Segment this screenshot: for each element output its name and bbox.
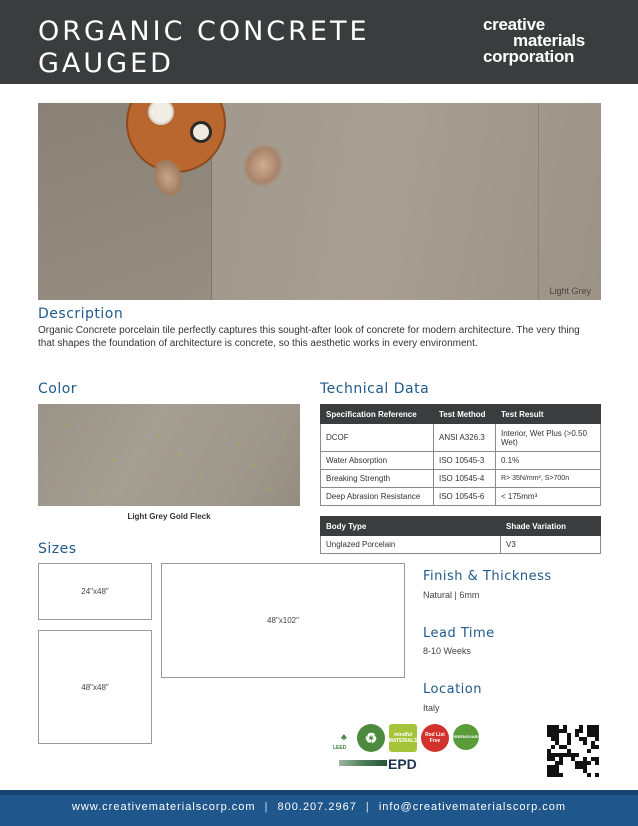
qr-module	[551, 745, 555, 749]
logo-word-2: materials	[513, 31, 585, 50]
gold-fleck	[158, 434, 160, 436]
lead-time-heading: Lead Time	[423, 626, 495, 641]
table-cell: DCOF	[321, 424, 434, 452]
table-header-row	[321, 405, 601, 424]
table-cell: Deep Abrasion Resistance	[321, 488, 434, 506]
qr-module	[587, 773, 591, 777]
gold-fleck	[268, 489, 270, 491]
body-type-table	[320, 516, 601, 554]
mindful-materials-icon: mindful MATERIALS	[389, 724, 417, 752]
technical-heading: Technical Data	[320, 381, 430, 397]
gold-fleck	[253, 464, 255, 466]
header	[0, 0, 638, 84]
phone-number[interactable]: 800.207.2967	[277, 801, 357, 813]
color-heading: Color	[38, 381, 78, 397]
description-text: Organic Concrete porcelain tile perfectly captures this sought-after look of concrete for modern architecture. The very thing that shapes the foundation of architecture is concrete, so this aesthetic works in every environment.	[38, 325, 580, 349]
column-header: Test Result	[496, 405, 601, 424]
sizes-heading: Sizes	[38, 541, 77, 557]
qr-module	[595, 737, 599, 741]
table-row	[321, 452, 601, 470]
red-list-free-icon: Red List Free	[421, 724, 449, 752]
separator: |	[264, 801, 269, 813]
finish-heading: Finish & Thickness	[423, 569, 552, 584]
hero-caption: Light Grey	[549, 286, 591, 296]
table-cell: ISO 10545-3	[434, 452, 496, 470]
lead-time-value: 8-10 Weeks	[423, 646, 471, 656]
hero-image	[38, 103, 601, 300]
greenguard-icon: GREENGUARD	[453, 724, 479, 750]
column-header: Shade Variation	[501, 517, 601, 536]
table-row	[321, 536, 601, 554]
qr-module	[595, 761, 599, 765]
table-row	[321, 488, 601, 506]
finish-value: Natural | 6mm	[423, 590, 480, 600]
epd-logo: EPD	[388, 756, 417, 772]
footer	[0, 790, 638, 826]
gold-fleck	[178, 454, 180, 456]
qr-module	[595, 745, 599, 749]
qr-module	[579, 729, 583, 733]
gold-fleck	[238, 444, 240, 446]
location-heading: Location	[423, 682, 482, 697]
color-swatch	[38, 404, 300, 506]
email-link[interactable]: info@creativematerialscorp.com	[378, 801, 567, 813]
logo-word-1: creative	[483, 15, 545, 34]
title-line-1: ORGANIC CONCRETE	[38, 16, 370, 47]
description-heading: Description	[38, 306, 124, 322]
table-cell: 0.1%	[496, 452, 601, 470]
swatch-label: Light Grey Gold Fleck	[127, 512, 211, 521]
table-cell: Interior, Wet Plus (>0.50 Wet)	[496, 424, 601, 452]
gold-fleck	[68, 424, 70, 426]
tile-seam	[538, 103, 539, 300]
table-cell: Breaking Strength	[321, 470, 434, 488]
gold-fleck	[138, 484, 140, 486]
epd-bar-icon	[339, 760, 387, 766]
table-row	[321, 424, 601, 452]
qr-module	[559, 761, 563, 765]
footer-contact	[0, 801, 638, 813]
title-line-2: GAUGED	[38, 48, 174, 79]
coffee-cup	[190, 121, 212, 143]
qr-module	[587, 749, 591, 753]
leed-clover-icon: ♣	[341, 732, 347, 742]
table-cell: Unglazed Porcelain	[321, 536, 501, 554]
location-value: Italy	[423, 703, 440, 713]
column-header: Body Type	[321, 517, 501, 536]
size-box-48x48: 48"x48"	[38, 630, 152, 744]
table-header-row	[321, 517, 601, 536]
table-cell: ISO 10545-4	[434, 470, 496, 488]
qr-module	[567, 741, 571, 745]
gold-fleck	[93, 492, 95, 494]
technical-table	[320, 404, 601, 506]
website-link[interactable]: www.creativematerialscorp.com	[71, 801, 256, 813]
logo-word-3: corporation	[483, 47, 575, 66]
table-cell: ISO 10545-6	[434, 488, 496, 506]
qr-module	[575, 753, 579, 757]
qr-module	[559, 773, 563, 777]
qr-module	[583, 741, 587, 745]
column-header: Test Method	[434, 405, 496, 424]
table-row	[321, 470, 601, 488]
gold-fleck	[198, 474, 200, 476]
qr-code-icon	[546, 724, 599, 777]
gold-fleck	[113, 459, 115, 461]
recycle-icon: ♻	[357, 724, 385, 752]
qr-module	[595, 773, 599, 777]
gold-fleck	[223, 419, 225, 421]
table-cell: ANSI A326.3	[434, 424, 496, 452]
leed-label: LEED	[333, 745, 347, 751]
size-box-48x102: 48"x102"	[161, 563, 405, 678]
gold-fleck	[283, 434, 285, 436]
table-cell: R> 35N/mm², S>700n	[496, 470, 601, 488]
page-title	[38, 16, 370, 80]
separator: |	[365, 801, 370, 813]
table-cell: < 175mm³	[496, 488, 601, 506]
qr-module	[587, 761, 591, 765]
dried-grass	[235, 137, 290, 195]
company-logo	[483, 17, 585, 65]
column-header: Specification Reference	[321, 405, 434, 424]
table-cell: Water Absorption	[321, 452, 434, 470]
size-box-24x48: 24"x48"	[38, 563, 152, 620]
table-cell: V3	[501, 536, 601, 554]
